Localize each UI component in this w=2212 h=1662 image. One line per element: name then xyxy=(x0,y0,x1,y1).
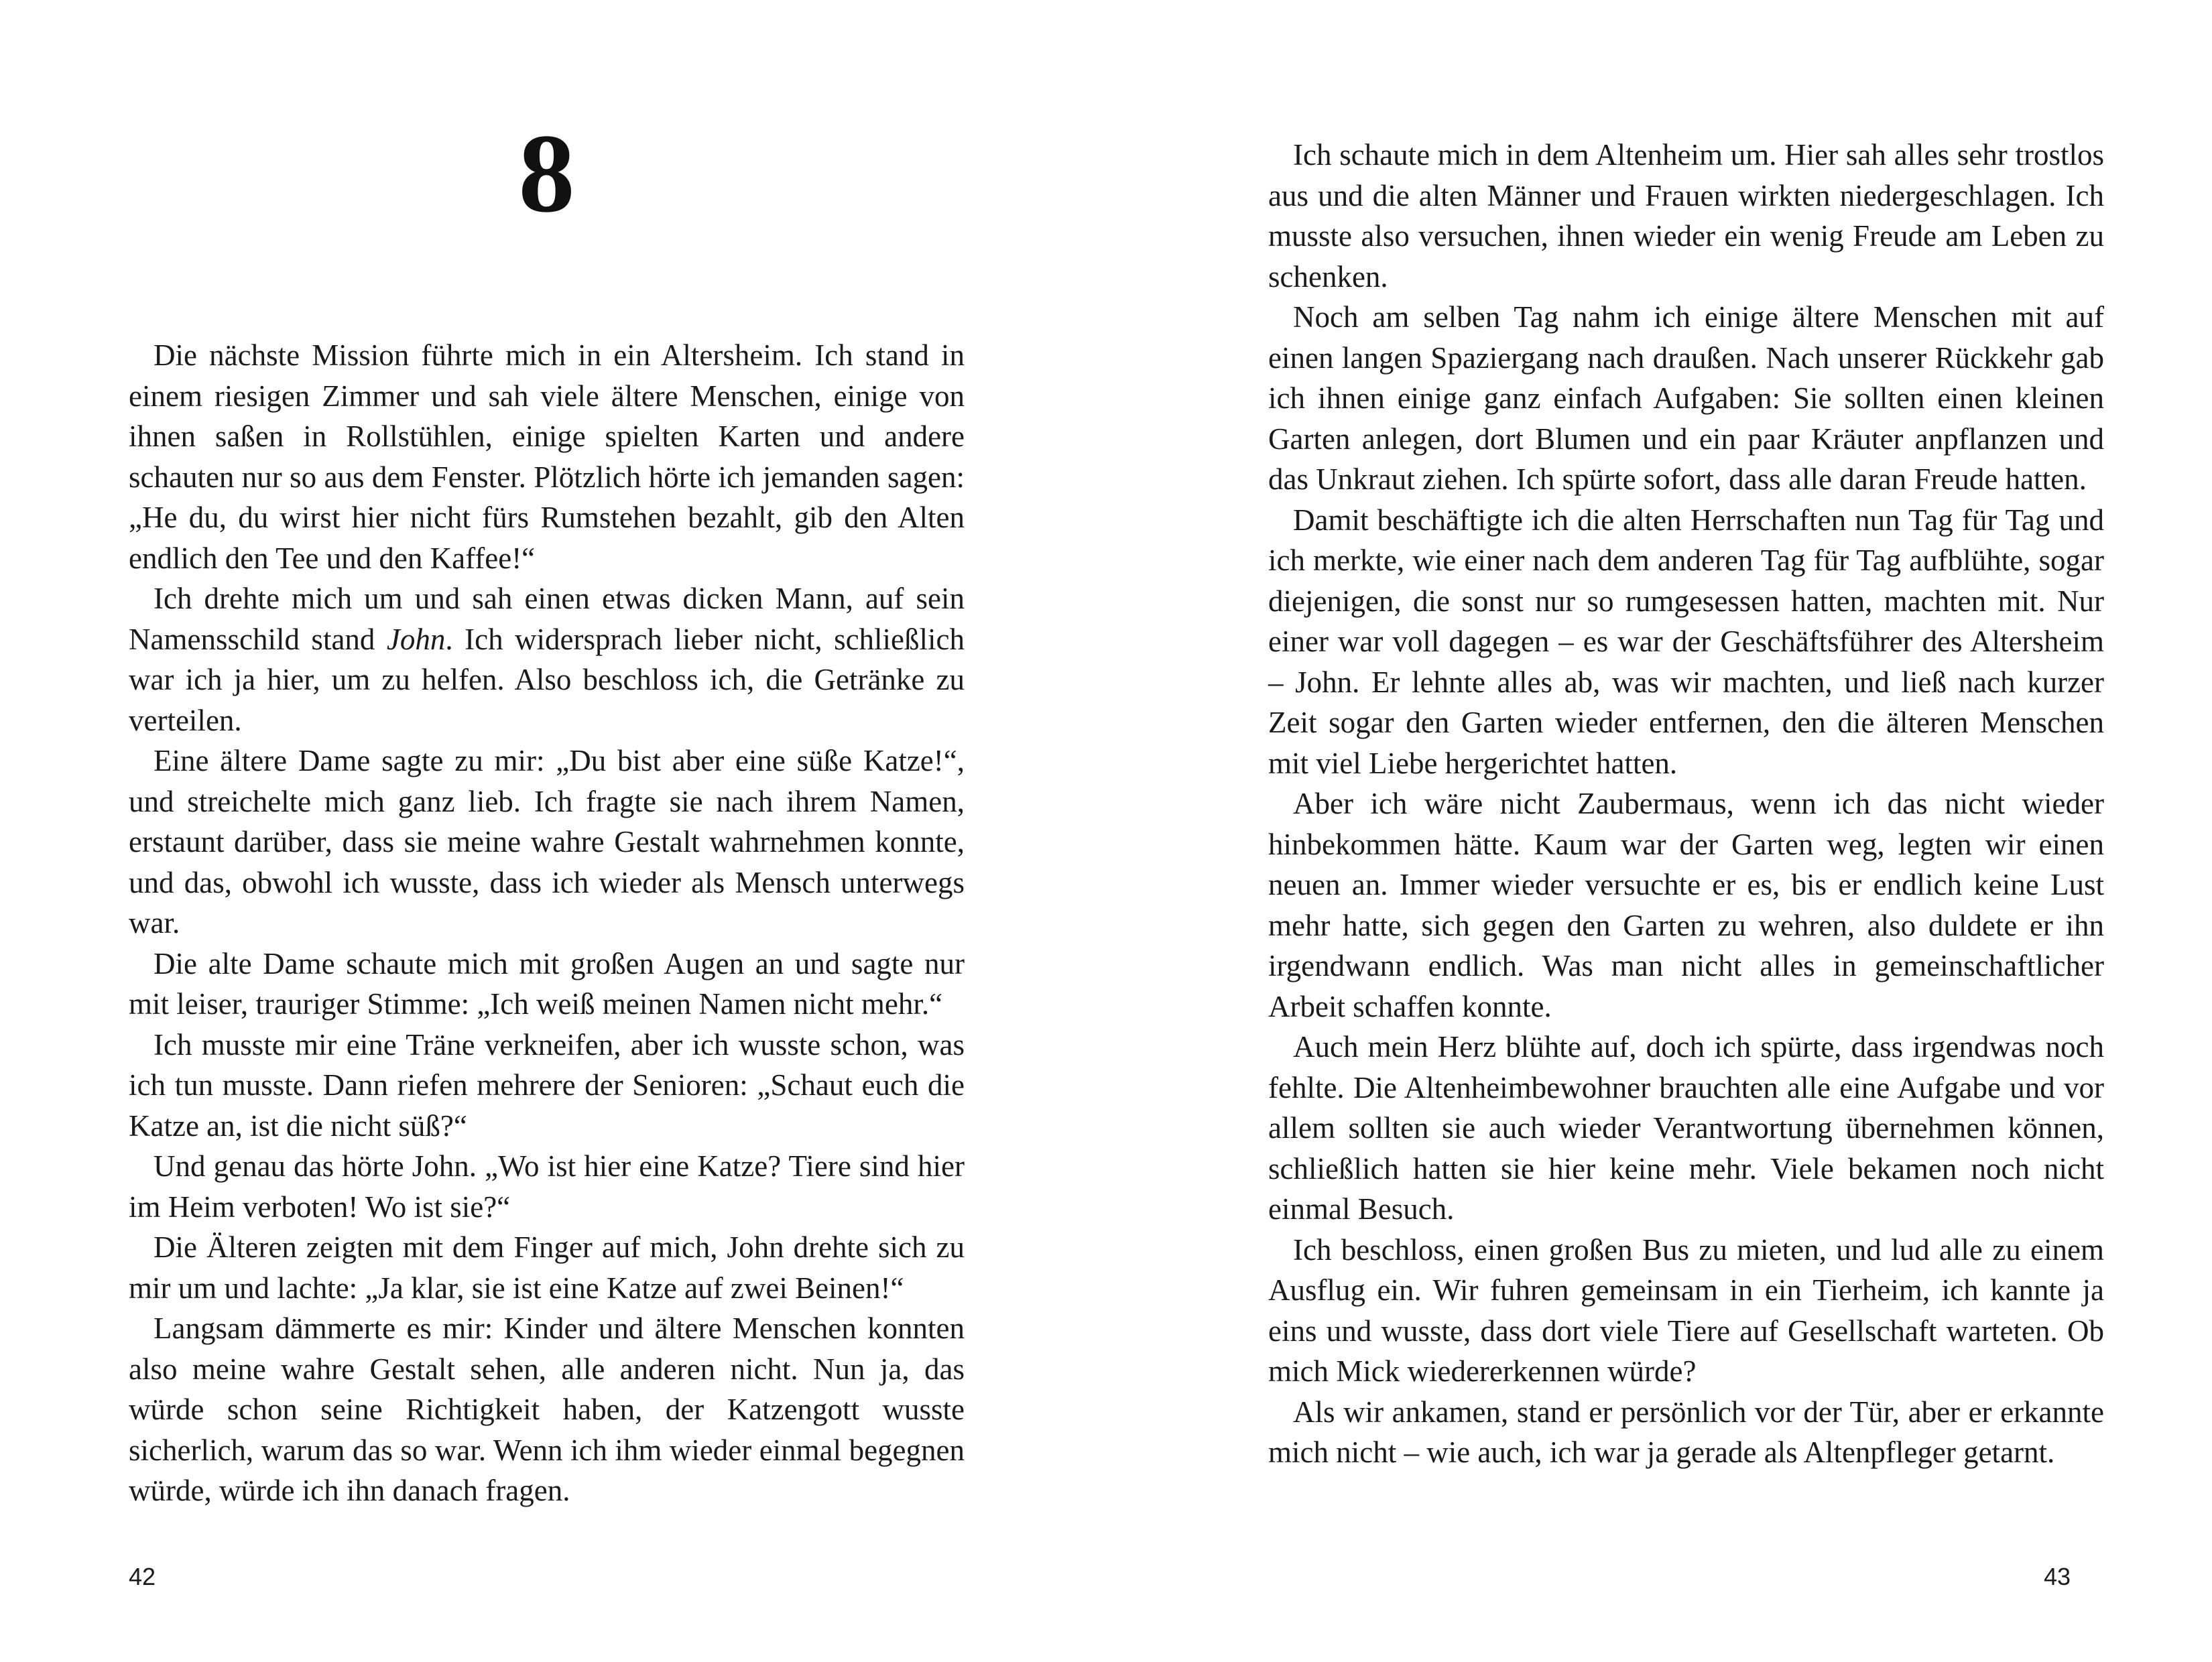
john-name: John xyxy=(386,622,446,656)
chapter-number: 8 xyxy=(518,111,575,236)
paragraph: Eine ältere Dame sagte zu mir: „Du bist aber eine süße Katze!“, und streichelte mich ganz lieb. Ich fragte sie nach ihrem Namen, erstaunt darüber, dass sie meine wahre Gestalt wahrnehmen konnte, und das, obwohl ich wusste, dass ich wieder als Mensch unterwegs war. xyxy=(129,744,965,940)
paragraph: Die alte Dame schaute mich mit großen Augen an und sagte nur mit leiser, trauriger Stimme: „Ich weiß meinen Namen nicht mehr.“ xyxy=(129,946,965,1021)
paragraph: Aber ich wäre nicht Zaubermaus, wenn ich das nicht wieder hinbekommen hätte. Kaum war der Garten weg, legten wir einen neuen an. Immer wieder versuchte er es, bis er endlich keine Lust mehr hatte, sich gegen den Garten zu wehren, also duldete er ihn irgendwann endlich. Was man nicht alles in gemeinschaftlicher Arbeit schaffen konnte. xyxy=(1268,787,2104,1023)
paragraph: Ich schaute mich in dem Altenheim um. Hier sah alles sehr trostlos aus und die alten Männer und Frauen wirkten niedergeschlagen. Ich musste also versuchen, ihnen wieder ein wenig Freude am Leben zu schenken. xyxy=(1268,138,2104,294)
paragraph: Langsam dämmerte es mir: Kinder und ältere Menschen konnten also meine wahre Gestalt sehen, alle anderen nicht. Nun ja, das würde schon seine Richtigkeit haben, der Katzengott wusste sicherlich, warum das so war. Wenn ich ihm wieder einmal begegnen würde, würde ich ihn danach fragen. xyxy=(129,1312,965,1507)
paragraph: Ich musste mir eine Träne verkneifen, aber ich wusste schon, was ich tun musste. Dann riefen mehrere der Senioren: „Schaut euch die Katze an, ist die nicht süß?“ xyxy=(129,1027,965,1143)
paragraph: Ich beschloss, einen großen Bus zu mieten, und lud alle zu einem Ausflug ein. Wir fuhren gemeinsam in ein Tierheim, ich kannte ja eins und wusste, dass dort viele Tiere auf Gesellschaft warteten. Ob mich Mick wiedererkennen würde? xyxy=(1268,1232,2104,1388)
paragraph: Und genau das hörte John. „Wo ist hier eine Katze? Tiere sind hier im Heim verboten! Wo ist sie?“ xyxy=(129,1149,965,1224)
left-text-column xyxy=(129,335,965,1511)
paragraph: Als wir ankamen, stand er persönlich vor der Tür, aber er erkannte mich nicht – wie auch, ich war ja gerade als Altenpfleger getarnt. xyxy=(1268,1395,2104,1469)
paragraph: Damit beschäftigte ich die alten Herrschaften nun Tag für Tag und ich merkte, wie einer nach dem anderen Tag für Tag aufblühte, sogar diejenigen, die sonst nur so rumgesessen hatten, machten mit. Nur einer war voll dagegen – es war der Geschäftsführer des Altersheim – John. Er lehnte alles ab, was wir machten, und ließ nach kurzer Zeit sogar den Garten wieder entfernen, den die älteren Menschen mit viel Liebe hergerichtet hatten. xyxy=(1268,503,2104,780)
paragraph: Auch mein Herz blühte auf, doch ich spürte, dass irgendwas noch fehlte. Die Altenheimbewohner brauchten alle eine Aufgabe und vor allem sollten sie auch wieder Verantwortung übernehmen können, schließlich hatten sie hier keine mehr. Viele bekamen noch nicht einmal Besuch. xyxy=(1268,1030,2104,1226)
page-number-right: 43 xyxy=(2043,1563,2071,1590)
paragraph: Noch am selben Tag nahm ich einige ältere Menschen mit auf einen langen Spaziergang nach draußen. Nach unserer Rückkehr gab ich ihnen einige ganz einfach Aufgaben: Sie sollten einen kleinen Garten anlegen, dort Blumen und ein paar Kräuter anpflanzen und das Unkraut ziehen. Ich spürte sofort, dass alle daran Freude hatten. xyxy=(1268,300,2104,496)
right-page xyxy=(1106,0,2212,1662)
paragraph-text: Ich drehte mich um und sah einen etwas dicken Mann, auf sein Namensschild stand xyxy=(129,582,965,656)
paragraph: Die Älteren zeigten mit dem Finger auf mich, John drehte sich zu mir um und lachte: „Ja klar, sie ist eine Katze auf zwei Beinen!“ xyxy=(129,1230,965,1305)
paragraph: Die nächste Mission führte mich in ein Altersheim. Ich stand in einem riesigen Zimmer und sah viele ältere Menschen, einige von ihnen saßen in Rollstühlen, einige spielten Karten und andere schauten nur so aus dem Fenster. Plötzlich hörte ich jemanden sagen: „He du, du wirst hier nicht fürs Rumstehen bezahlt, gib den Alten endlich den Tee und den Kaffee!“ xyxy=(129,338,965,575)
paragraph-john xyxy=(129,578,965,741)
right-text-column xyxy=(1268,135,2104,1473)
paragraph-text: . Ich widersprach lieber nicht, schließlich war ich ja hier, um zu helfen. Also beschloss ich, die Getränke zu verteilen. xyxy=(129,622,965,737)
page-number-left: 42 xyxy=(129,1563,156,1590)
